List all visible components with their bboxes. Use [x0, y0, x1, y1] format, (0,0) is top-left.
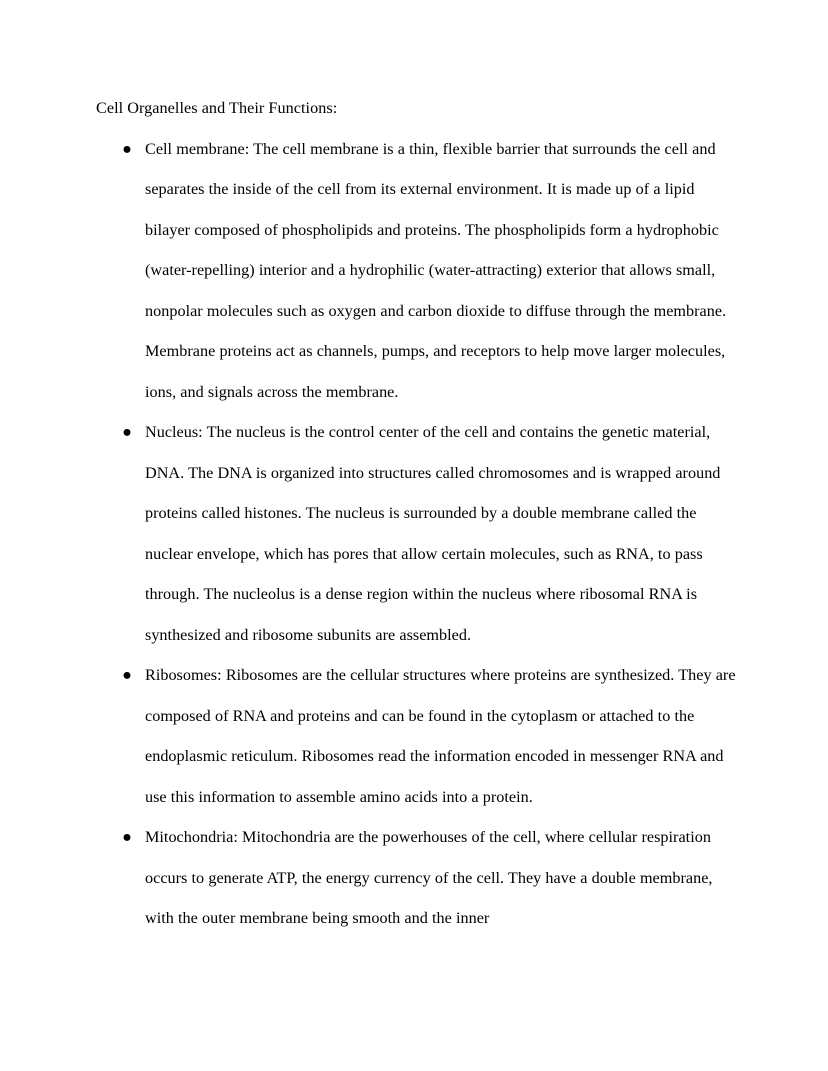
- page-title: Cell Organelles and Their Functions:: [96, 99, 338, 117]
- document-body: [96, 88, 736, 939]
- bullet-point-icon: ●: [122, 423, 132, 441]
- list-item-cell-membrane: [96, 129, 736, 413]
- bullet-point-icon: ●: [122, 666, 132, 684]
- list-item-text: Mitochondria: Mitochondria are the powerhouses of the cell, where cellular respiration occurs to generate ATP, the energy currency of the cell. They have a double membrane, with the outer membrane being smooth and the inner: [145, 828, 713, 927]
- bullet-point-icon: ●: [122, 828, 132, 846]
- list-item-text: Nucleus: The nucleus is the control center of the cell and contains the genetic material, DNA. The DNA is organized into structures called chromosomes and is wrapped around proteins called histones. The nucleus is surrounded by a double membrane called the nuclear envelope, which has pores that allow certain molecules, such as RNA, to pass through. The nucleolus is a dense region within the nucleus where ribosomal RNA is synthesized and ribosome subunits are assembled.: [145, 423, 721, 644]
- list-item-ribosomes: [96, 655, 736, 817]
- list-item-nucleus: [96, 412, 736, 655]
- bullet-point-icon: ●: [122, 139, 132, 158]
- organelle-list: [96, 129, 736, 939]
- list-item-text: Ribosomes: Ribosomes are the cellular structures where proteins are synthesized. They are composed of RNA and proteins and can be found in the cytoplasm or attached to the endoplasmic reticulum. Ribosomes read the information encoded in messenger RNA and use this information to assemble amino acids into a protein.: [145, 666, 736, 806]
- list-item-text: Cell membrane: The cell membrane is a thin, flexible barrier that surrounds the cell and separates the inside of the cell from its external environment. It is made up of a lipid bilayer composed of phospholipids and proteins. The phospholipids form a hydrophobic (water-repelling) interior and a hydrophilic (water-attracting) exterior that allows small, nonpolar molecules such as oxygen and carbon dioxide to diffuse through the membrane. Membrane proteins act as channels, pumps, and receptors to help move larger molecules, ions, and signals across the membrane.: [145, 139, 727, 401]
- list-item-mitochondria: [96, 817, 736, 939]
